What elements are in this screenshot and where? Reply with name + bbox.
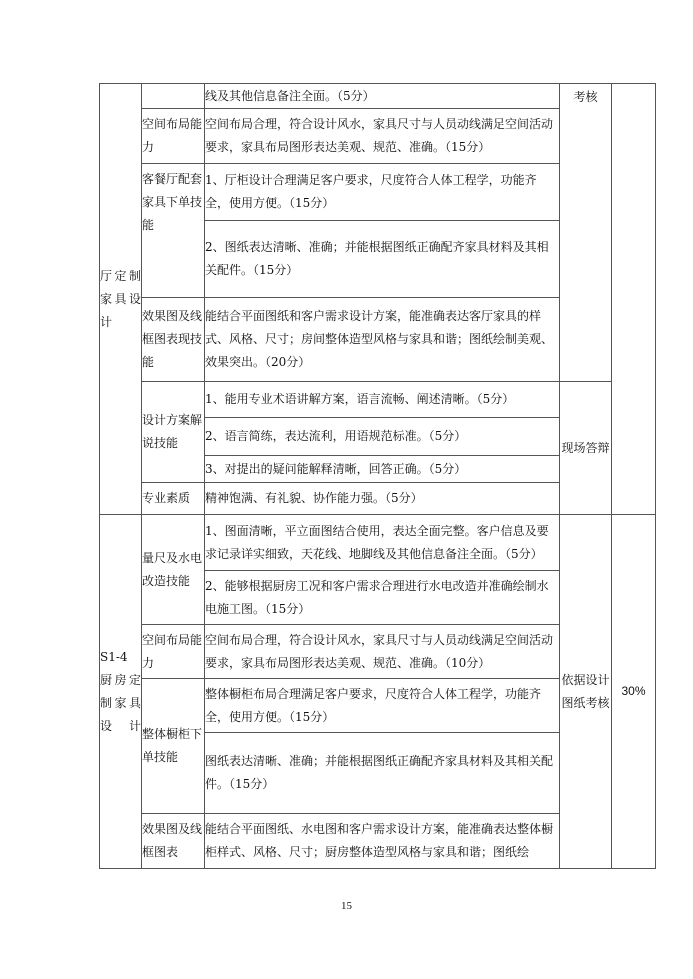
skill-cell: 空间布局能力: [142, 109, 205, 164]
skill-cell: 空间布局能力: [142, 625, 205, 679]
requirement-cell: 能结合平面图纸、水电图和客户需求设计方案，能准确表达整体橱柜样式、风格、尺寸；厨房整体造型风格与家具和谐；图纸绘: [205, 814, 560, 869]
requirement-cell: 1、厅柜设计合理满足客户要求，尺度符合人体工程学，功能齐全，使用方便。（15分）: [205, 164, 560, 221]
module-cell: S1-4 厨房定制家具设计: [100, 515, 142, 869]
skill-cell: 量尺及水电改造技能: [142, 515, 205, 625]
skill-cell: 设计方案解说技能: [142, 382, 205, 483]
requirement-cell: 整体橱柜布局合理满足客户要求，尺度符合人体工程学，功能齐全，使用方便。（15分）: [205, 679, 560, 733]
weight-cell: [612, 84, 656, 515]
requirement-cell: 1、能用专业术语讲解方案，语言流畅、阐述清晰。（5分）: [205, 382, 560, 418]
requirement-cell: 2、图纸表达清晰、准确；并能根据图纸正确配齐家具材料及其相关配件。（15分）: [205, 221, 560, 298]
skill-cell: 整体橱柜下单技能: [142, 679, 205, 814]
skill-cell: 客餐厅配套家具下单技能: [142, 164, 205, 298]
requirement-line: 件。（15分）: [205, 777, 275, 791]
requirement-cell: [205, 733, 560, 814]
requirement-cell: 2、能够根据厨房工况和客户需求合理进行水电改造并准确绘制水电施工图。（15分）: [205, 571, 560, 625]
evaluation-table: [99, 83, 656, 869]
method-cell: 现场答辩: [560, 382, 612, 515]
skill-cell: 专业素质: [142, 483, 205, 515]
requirement-cell: 1、图面清晰，平立面图结合使用，表达全面完整。客户信息及要求记录详实细致，天花线、地脚线及其他信息备注全面。（5分）: [205, 515, 560, 571]
page-number: 15: [341, 900, 352, 912]
requirement-cell: 2、语言简练，表达流利，用语规范标准。（5分）: [205, 418, 560, 456]
requirement-cell: 空间布局合理，符合设计风水，家具尺寸与人员动线满足空间活动要求，家具布局图形表达美观、规范、准确。（15分）: [205, 109, 560, 164]
skill-cell: [142, 84, 205, 109]
module-cell: 厅定制家具设计: [100, 84, 142, 515]
requirement-line: 图纸表达清晰、准确；并能根据图纸正确配齐家具材料及其相关配: [205, 754, 554, 768]
requirement-cell: 3、对提出的疑问能解释清晰，回答正确。（5分）: [205, 456, 560, 483]
requirement-cell: 线及其他信息备注全面。（5分）: [205, 84, 560, 109]
table-row: [100, 515, 656, 571]
table-row: [100, 382, 656, 418]
skill-cell: 效果图及线框图表: [142, 814, 205, 869]
skill-cell: 效果图及线框图表现技能: [142, 298, 205, 382]
requirement-cell: 空间布局合理，符合设计风水，家具尺寸与人员动线满足空间活动要求，家具布局图形表达美观、规范、准确。（10分）: [205, 625, 560, 679]
requirement-cell: 精神饱满、有礼貌、协作能力强。（5分）: [205, 483, 560, 515]
weight-cell: 30%: [612, 515, 656, 869]
requirement-cell: 能结合平面图纸和客户需求设计方案，能准确表达客厅家具的样式、风格、尺寸；房间整体造型风格与家具和谐；图纸绘制美观、效果突出。（20分）: [205, 298, 560, 382]
method-cell: 依据设计图纸考核: [560, 515, 612, 869]
table-row: [100, 84, 656, 109]
method-cell: 考核: [560, 84, 612, 382]
